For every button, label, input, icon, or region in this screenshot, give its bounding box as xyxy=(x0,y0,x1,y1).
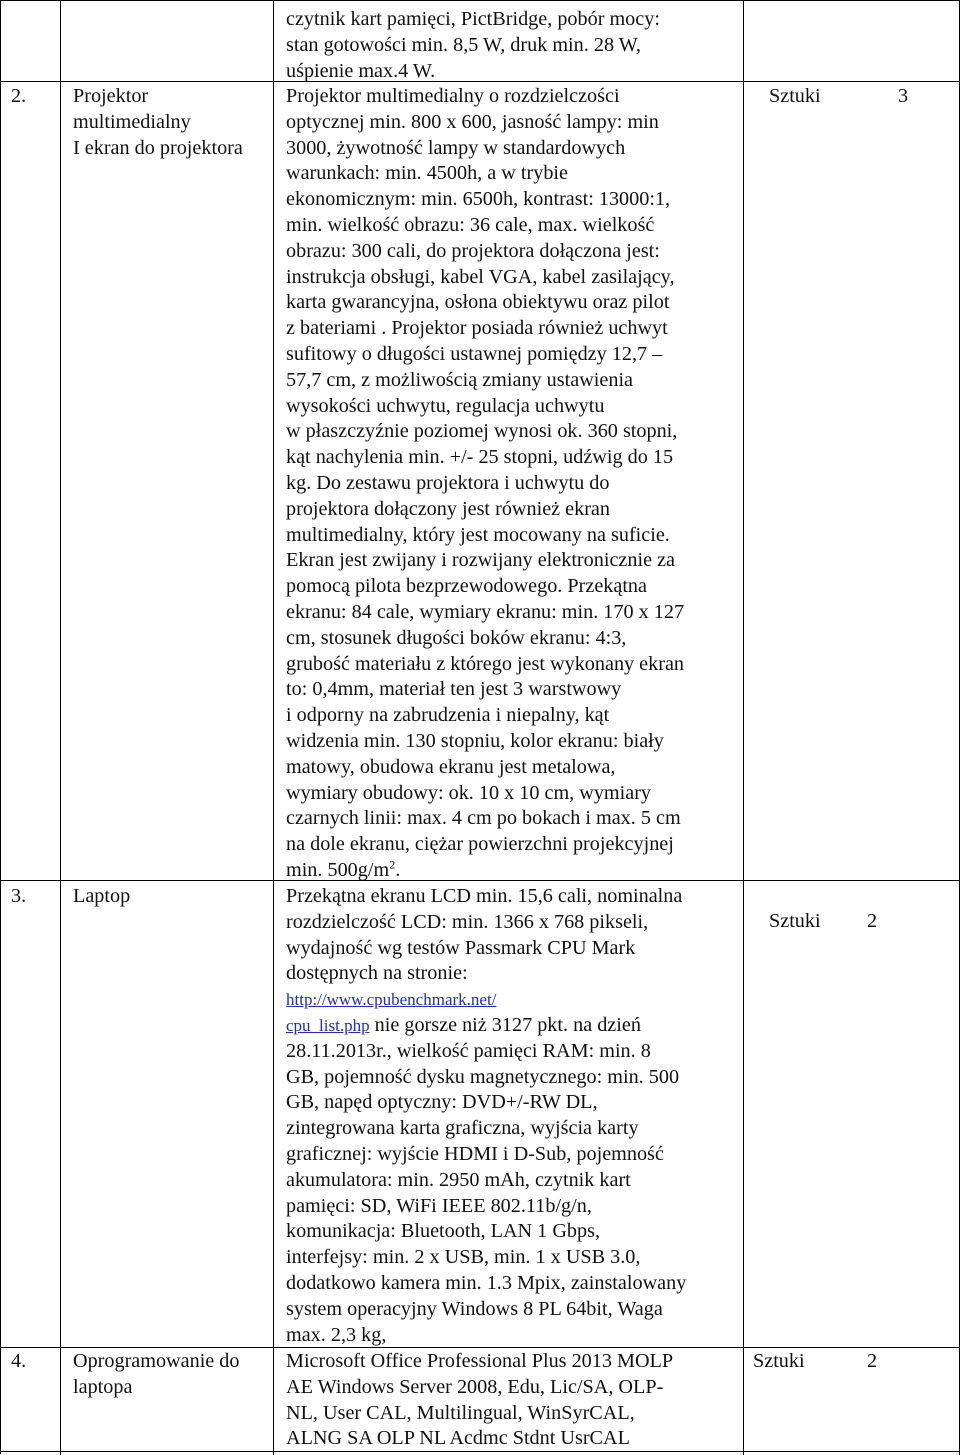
description-line: dodatkowo kamera min. 1.3 Mpix, zainstalowany xyxy=(286,1271,687,1294)
description-line: stan gotowości min. 8,5 W, druk min. 28 W, xyxy=(286,33,641,56)
product-name-line: laptopa xyxy=(73,1375,133,1398)
description-line: projektora dołączony jest również ekran xyxy=(286,497,610,520)
product-name-line: I ekran do projektora xyxy=(73,136,243,159)
product-description xyxy=(286,1349,673,1452)
product-name xyxy=(73,84,243,161)
description-line: interfejsy: min. 2 x USB, min. 1 x USB 3.0, xyxy=(286,1246,641,1269)
description-line: ekranu: 84 cale, wymiary ekranu: min. 170 x 127 xyxy=(286,600,685,623)
description-line: wymiary obudowy: ok. 10 x 10 cm, wymiary xyxy=(286,781,652,804)
description-line: graficznej: wyjście HDMI i D-Sub, pojemność xyxy=(286,1142,664,1165)
description-line: komunikacja: Bluetooth, LAN 1 Gbps, xyxy=(286,1220,600,1243)
description-line: grubość materiału z którego jest wykonany ekran xyxy=(286,652,685,675)
column-divider xyxy=(273,1,274,1455)
description-line: wysokości uchwytu, regulacja uchwytu xyxy=(286,394,605,417)
description-line: kąt nachylenia min. +/- 25 stopni, udźwig do 15 xyxy=(286,446,674,469)
superscript: 2 xyxy=(389,857,396,872)
product-name xyxy=(73,1349,240,1401)
product-name-line: Projektor xyxy=(73,85,149,107)
description-line: to: 0,4mm, materiał ten jest 3 warstwowy xyxy=(286,678,622,701)
description-line xyxy=(286,858,684,884)
product-name xyxy=(73,884,130,910)
quantity: 3 xyxy=(898,85,909,107)
description-line: zintegrowana karta graficzna, wyjścia karty xyxy=(286,1117,639,1140)
description-line: karta gwarancyjna, osłona obiektywu oraz pilot xyxy=(286,291,670,314)
description-line: 28.11.2013r., wielkość pamięci RAM: min. 8 xyxy=(286,1039,651,1062)
row-number: 3. xyxy=(11,885,27,907)
quantity: 2 xyxy=(867,910,878,932)
description-line: AE Windows Server 2008, Edu, Lic/SA, OLP- xyxy=(286,1375,664,1398)
row-continuation-description xyxy=(286,7,660,84)
description-line: min. wielkość obrazu: 36 cale, max. wielkość xyxy=(286,213,655,236)
description-text: nie gorsze niż 3127 pkt. na dzień xyxy=(369,1013,641,1036)
description-line xyxy=(286,1013,686,1039)
description-line: 3000, żywotność lampy w standardowych xyxy=(286,136,626,159)
description-line: ALNG SA OLP NL Acdmc Stdnt UsrCAL xyxy=(286,1427,630,1450)
benchmark-link-continued[interactable]: cpu_list.php xyxy=(286,1015,370,1035)
description-line: pamięci: SD, WiFi IEEE 802.11b/g/n, xyxy=(286,1194,592,1217)
description-line: z bateriami . Projektor posiada również uchwyt xyxy=(286,317,668,340)
description-line: sufitowy o długości ustawnej pomiędzy 12,7 – xyxy=(286,342,663,365)
unit-label: Sztuki xyxy=(753,1350,805,1372)
description-line: Projektor multimedialny o rozdzielczości xyxy=(286,85,620,107)
description-line: cm, stosunek długości boków ekranu: 4:3, xyxy=(286,626,627,649)
unit-label: Sztuki xyxy=(769,910,821,932)
column-divider xyxy=(60,1,61,1455)
description-line: w płaszczyźnie poziomej wynosi ok. 360 stopni, xyxy=(286,420,678,443)
description-line: GB, napęd optyczny: DVD+/-RW DL, xyxy=(286,1091,598,1114)
description-line: instrukcja obsługi, kabel VGA, kabel zasilający, xyxy=(286,265,675,288)
description-line: akumulatora: min. 2950 mAh, czytnik kart xyxy=(286,1168,631,1191)
description-line: kg. Do zestawu projektora i uchwytu do xyxy=(286,471,610,494)
description-line: na dole ekranu, ciężar powierzchni projekcyjnej xyxy=(286,833,674,856)
description-line: matowy, obudowa ekranu jest metalowa, xyxy=(286,755,616,778)
description-line: uśpienie max.4 W. xyxy=(286,59,436,82)
description-line: widzenia min. 130 stopniu, kolor ekranu: biały xyxy=(286,729,664,752)
description-line: czytnik kart pamięci, PictBridge, pobór mocy: xyxy=(286,8,660,30)
row-number: 2. xyxy=(11,85,27,107)
description-line: ekonomicznym: min. 6500h, kontrast: 13000:1, xyxy=(286,188,671,211)
column-divider xyxy=(743,1,744,1455)
product-description xyxy=(286,84,684,884)
description-line: czarnych linii: max. 4 cm po bokach i max. 5 cm xyxy=(286,807,681,830)
description-line: NL, User CAL, Multilingual, WinSyrCAL, xyxy=(286,1401,635,1424)
description-line: Microsoft Office Professional Plus 2013 MOLP xyxy=(286,1350,674,1372)
description-line: pomocą pilota bezprzewodowego. Przekątna xyxy=(286,575,647,598)
quantity: 2 xyxy=(867,1350,878,1372)
description-line: i odporny na zabrudzenia i niepalny, kąt xyxy=(286,704,610,727)
benchmark-link[interactable]: http://www.cpubenchmark.net/ xyxy=(286,990,497,1010)
description-line: GB, pojemność dysku magnetycznego: min. 500 xyxy=(286,1065,680,1088)
description-line: wydajność wg testów Passmark CPU Mark xyxy=(286,936,636,959)
row-number: 4. xyxy=(11,1350,27,1372)
product-name-line: Laptop xyxy=(73,885,131,907)
description-line: obrazu: 300 cali, do projektora dołączona jest: xyxy=(286,239,660,262)
description-line: warunkach: min. 4500h, a w trybie xyxy=(286,162,568,185)
description-line: multimedialny, który jest mocowany na suficie. xyxy=(286,523,670,546)
description-line: Przekątna ekranu LCD min. 15,6 cali, nominalna xyxy=(286,885,683,907)
description-line: rozdzielczość LCD: min. 1366 x 768 pikseli, xyxy=(286,910,649,933)
product-name-line: multimedialny xyxy=(73,110,191,133)
description-text: . xyxy=(395,858,401,881)
description-line: Ekran jest zwijany i rozwijany elektronicznie za xyxy=(286,549,676,572)
unit-label: Sztuki xyxy=(769,85,821,107)
product-description xyxy=(286,884,686,1348)
description-line: 57,7 cm, z możliwością zmiany ustawienia xyxy=(286,368,634,391)
description-line: dostępnych na stronie: xyxy=(286,962,468,985)
product-name-line: Oprogramowanie do xyxy=(73,1350,240,1372)
description-line: max. 2,3 kg, xyxy=(286,1323,387,1346)
description-line: system operacyjny Windows 8 PL 64bit, Waga xyxy=(286,1297,663,1320)
description-line xyxy=(286,987,686,1013)
description-text: min. 500g/m xyxy=(286,858,390,881)
description-line: optycznej min. 800 x 600, jasność lampy: min xyxy=(286,110,659,133)
